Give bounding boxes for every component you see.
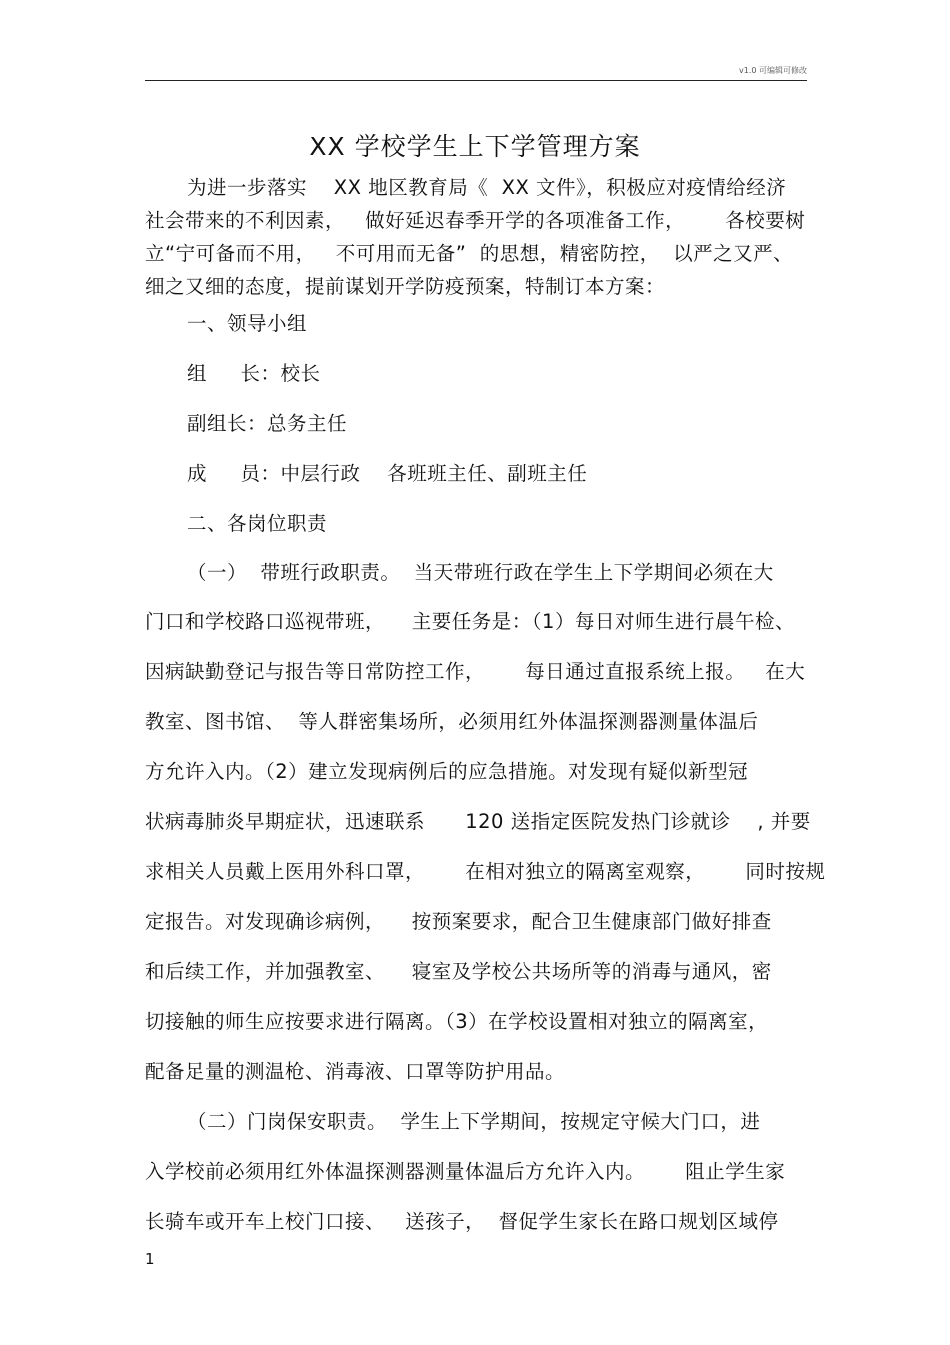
paragraph-line: 配备足量的测温枪、消毒液、口罩等防护用品。 (145, 1060, 566, 1083)
paragraph-line: 副组长：总务主任 (187, 412, 348, 435)
paragraph-line: 教室、图书馆、 等人群密集场所，必须用红外体温探测器测量体温后 (145, 710, 759, 733)
header-rule (145, 80, 807, 81)
page-number: 1 (145, 1250, 155, 1268)
document-title: XX 学校学生上下学管理方案 (309, 132, 641, 161)
paragraph-line: 切接触的师生应按要求进行隔离。（3）在学校设置相对独立的隔离室， (145, 1010, 769, 1033)
paragraph-line: 社会带来的不利因素， 做好延迟春季开学的各项准备工作， 各校要树 (145, 209, 806, 232)
paragraph-line: 状病毒肺炎早期症状，迅速联系 120 送指定医院发热门诊就诊 , 并要 (145, 810, 811, 833)
paragraph-line: （一） 带班行政职责。 当天带班行政在学生上下学期间必须在大 (187, 561, 774, 584)
paragraph-line: 组 长：校长 (187, 362, 321, 385)
paragraph-line: 细之又细的态度，提前谋划开学防疫预案，特制订本方案： (145, 275, 666, 298)
paragraph-line: 立“宁可备而不用， 不可用而无备” 的思想，精密防控， 以严之又严、 (145, 242, 794, 265)
paragraph-line: 门口和学校路口巡视带班， 主要任务是：（1）每日对师生进行晨午检、 (145, 610, 795, 633)
paragraph-line: 定报告。对发现确诊病例， 按预案要求，配合卫生健康部门做好排查 (145, 910, 772, 933)
paragraph-line: 求相关人员戴上医用外科口罩， 在相对独立的隔离室观察， 同时按规 (145, 860, 826, 883)
section-heading: 二、各岗位职责 (187, 512, 328, 535)
section-heading: 一、领导小组 (187, 312, 308, 335)
paragraph-line: 因病缺勤登记与报告等日常防控工作， 每日通过直报系统上报。 在大 (145, 660, 806, 683)
paragraph-line: 入学校前必须用红外体温探测器测量体温后方允许入内。 阻止学生家 (145, 1160, 786, 1183)
paragraph-line: 为进一步落实 XX 地区教育局《 XX 文件》，积极应对疫情给经济 (187, 176, 787, 199)
paragraph-line: （二）门岗保安职责。 学生上下学期间，按规定守候大门口，进 (187, 1110, 761, 1133)
version-note: v1.0 可编辑可修改 (739, 66, 807, 75)
paragraph-line: 长骑车或开车上校门口接、 送孩子， 督促学生家长在路口规划区域停 (145, 1210, 779, 1233)
paragraph-line: 方允许入内。（2）建立发现病例后的应急措施。对发现有疑似新型冠 (145, 760, 749, 783)
paragraph-line: 和后续工作，并加强教室、 寝室及学校公共场所等的消毒与通风，密 (145, 960, 772, 983)
paragraph-line: 成 员：中层行政 各班班主任、副班主任 (187, 462, 588, 485)
